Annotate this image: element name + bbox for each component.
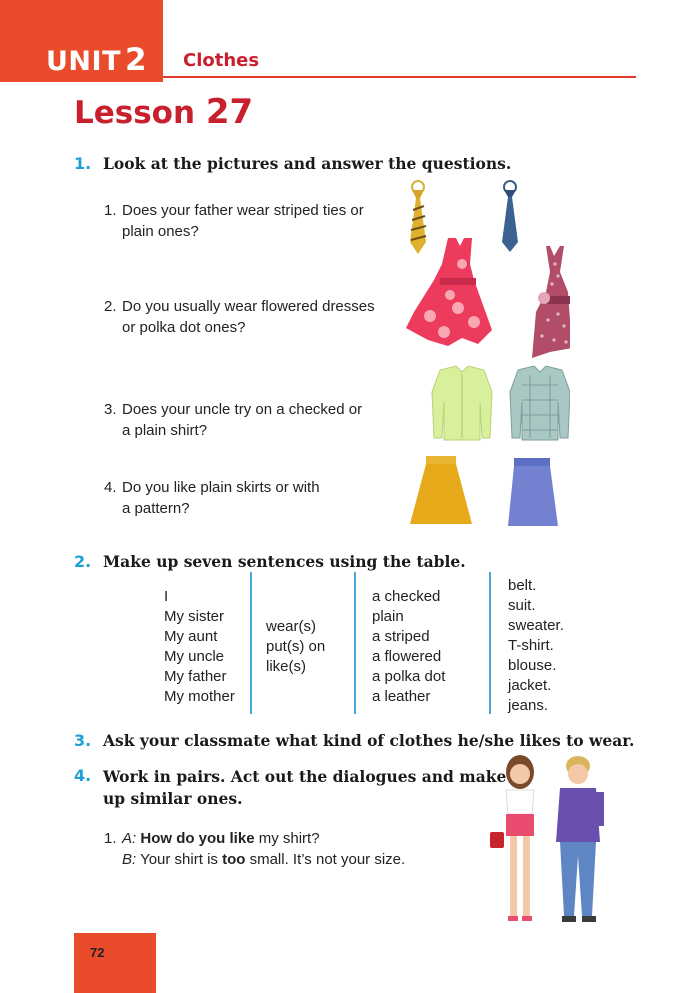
question-text: or polka dot ones? — [122, 319, 246, 336]
page-number-box — [74, 933, 156, 993]
polka-dot-dress-icon — [532, 246, 570, 358]
task3-number: 3. — [74, 731, 92, 750]
task1-instruction: Look at the pictures and answer the questions. — [103, 154, 512, 173]
checked-shirt-icon — [510, 366, 570, 440]
table-cell: like(s) — [266, 658, 306, 675]
table-cell: a leather — [372, 688, 431, 705]
table-cell: sweater. — [508, 617, 564, 634]
table-cell: a flowered — [372, 648, 442, 665]
dialogue-1 — [104, 828, 405, 870]
boy-icon — [556, 756, 604, 922]
table-cell: My aunt — [164, 628, 218, 645]
unit-topic: Clothes — [183, 50, 260, 71]
plain-tie-icon — [502, 181, 518, 252]
lesson-number: 27 — [205, 92, 254, 132]
girl-icon — [490, 755, 534, 921]
dialogue-number: 1. — [104, 830, 117, 847]
flowered-dress-icon — [406, 238, 492, 346]
table-cell: T-shirt. — [508, 637, 554, 654]
unit-label — [46, 42, 147, 78]
table-cell: My uncle — [164, 648, 225, 665]
table-divider — [354, 572, 356, 714]
question-text: Does your uncle try on a checked or — [122, 401, 363, 418]
patterned-skirt-icon — [508, 458, 558, 526]
table-cell: belt. — [508, 577, 537, 594]
table-cell: blouse. — [508, 657, 557, 674]
speaker-a: A: — [122, 830, 137, 847]
question-text: Do you like plain skirts or with — [122, 479, 320, 496]
speaker-b: B: — [122, 851, 137, 868]
table-col-clothes — [508, 576, 564, 716]
unit-number: 2 — [124, 42, 148, 78]
question-number: 3. — [104, 401, 117, 418]
question-text: a plain shirt? — [122, 422, 208, 439]
table-divider — [250, 572, 252, 714]
table-cell: a polka dot — [372, 668, 446, 685]
question-number: 1. — [104, 202, 117, 219]
table-col-patterns — [372, 587, 445, 707]
table-cell: My sister — [164, 608, 224, 625]
lesson-word: Lesson — [74, 95, 196, 131]
striped-tie-icon — [410, 181, 426, 254]
table-cell: jacket. — [508, 677, 552, 694]
lesson-title — [74, 92, 253, 132]
table-cell: My mother — [164, 688, 235, 705]
question-2 — [104, 296, 375, 338]
dialogue-text: Your shirt is — [136, 851, 223, 868]
table-cell: put(s) on — [266, 638, 326, 655]
task3-instruction: Ask your classmate what kind of clothes he/she likes to wear. — [103, 731, 635, 750]
table-cell: My father — [164, 668, 227, 685]
question-text: Does your father wear striped ties or — [122, 202, 364, 219]
table-col-verbs — [266, 617, 325, 677]
table-cell: a striped — [372, 628, 430, 645]
task4-instruction-line: Work in pairs. Act out the dialogues and make — [103, 767, 507, 786]
task4-instruction — [103, 766, 506, 810]
question-1 — [104, 200, 364, 242]
task4-number: 4. — [74, 766, 92, 785]
table-cell: I — [164, 588, 169, 605]
question-4 — [104, 477, 320, 519]
couple-illustration — [486, 752, 616, 930]
unit-word: UNIT — [46, 46, 121, 77]
table-col-subjects — [164, 587, 235, 707]
dialogue-text: my shirt? — [254, 830, 320, 847]
plain-shirt-icon — [432, 366, 492, 440]
plain-skirt-icon — [410, 456, 472, 524]
dialogue-bold: too — [222, 851, 246, 868]
table-divider — [489, 572, 491, 714]
question-text: a pattern? — [122, 500, 190, 517]
question-3 — [104, 399, 362, 441]
task4-instruction-line: up similar ones. — [103, 789, 243, 808]
table-cell: suit. — [508, 597, 536, 614]
question-number: 2. — [104, 298, 117, 315]
question-text: Do you usually wear flowered dresses — [122, 298, 375, 315]
dialogue-bold: How do you like — [140, 830, 255, 847]
dialogue-text: small. It’s not your size. — [245, 851, 406, 868]
question-text: plain ones? — [122, 223, 199, 240]
clothes-illustrations — [400, 180, 570, 532]
task1-number: 1. — [74, 154, 92, 173]
task2-number: 2. — [74, 552, 92, 571]
header-divider — [163, 76, 636, 78]
table-cell: jeans. — [508, 697, 549, 714]
question-number: 4. — [104, 479, 117, 496]
task2-instruction: Make up seven sentences using the table. — [103, 552, 466, 571]
page-number: 72 — [90, 945, 105, 960]
table-cell: wear(s) — [266, 618, 317, 635]
table-cell: plain — [372, 608, 404, 625]
table-cell: a checked — [372, 588, 441, 605]
